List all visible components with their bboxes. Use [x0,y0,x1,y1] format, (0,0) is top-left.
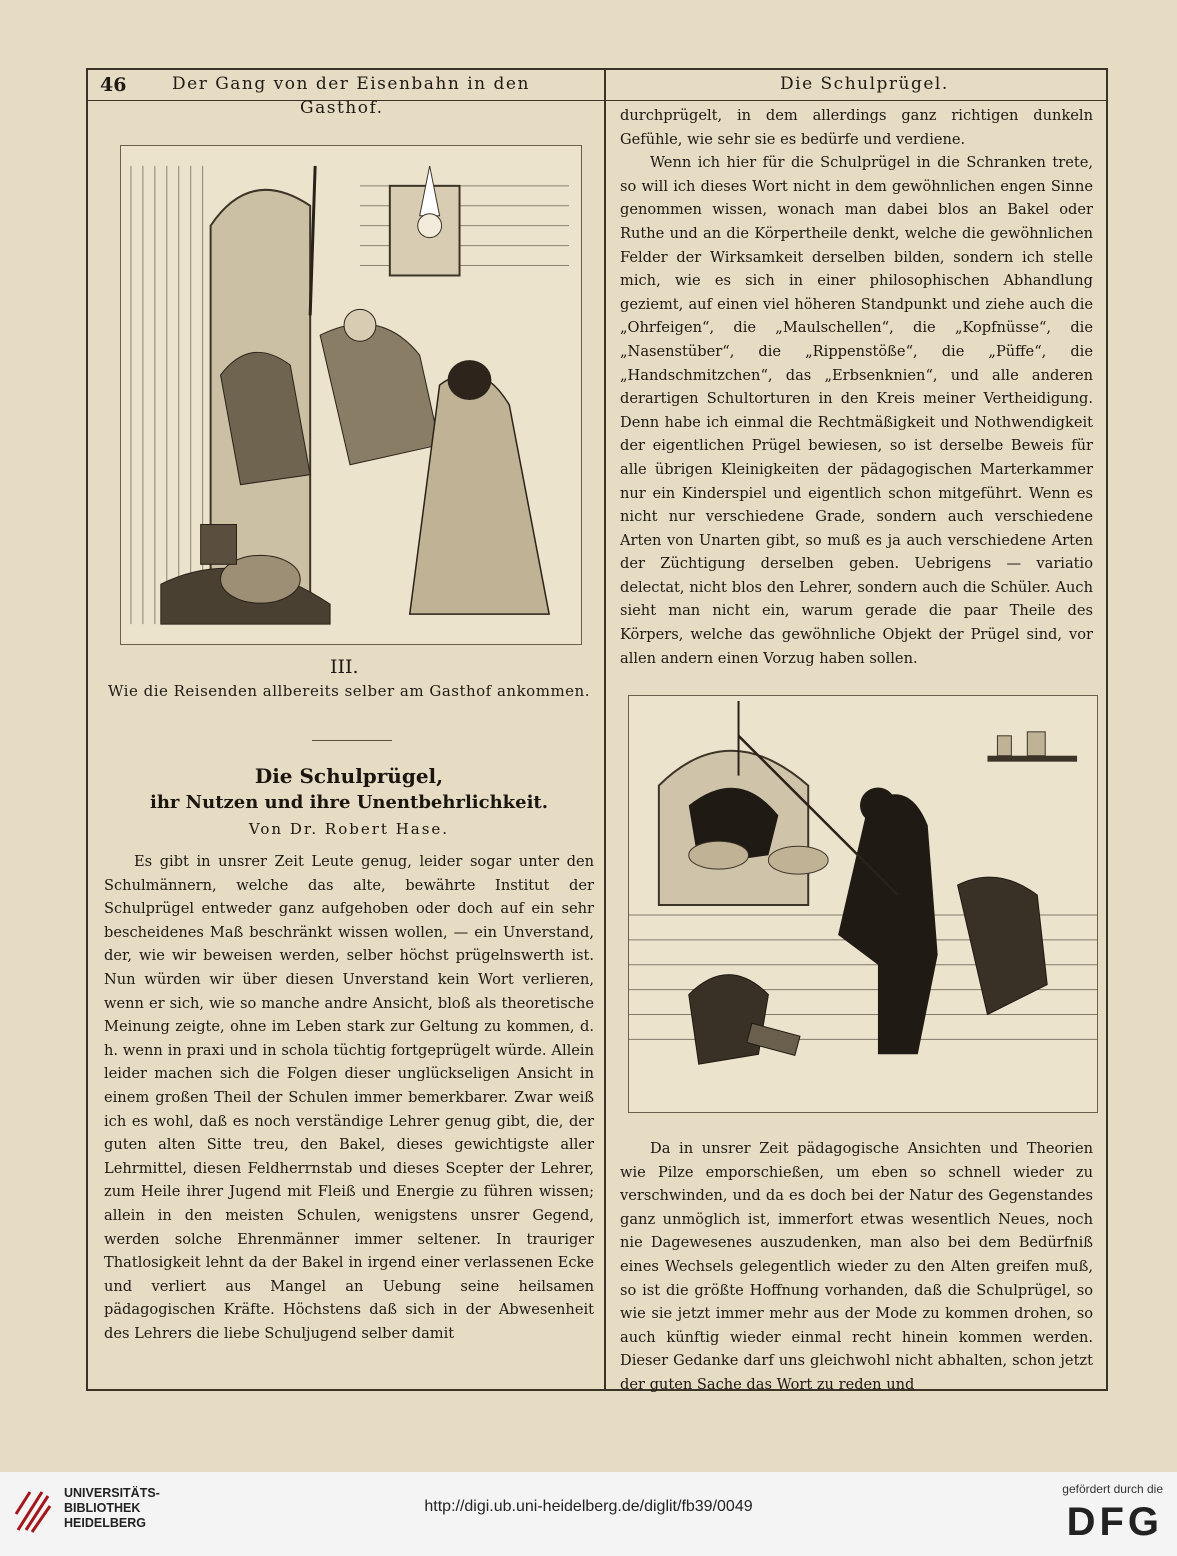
running-head-left-continued: Gasthof. [300,98,384,118]
column-divider [604,70,606,1390]
dfg-logo: DFG [1066,1500,1163,1544]
running-head-left: Der Gang von der Eisenbahn in den [172,74,530,94]
digitization-footer [0,1472,1177,1556]
running-head-right: Die Schulprügel. [780,74,949,94]
source-url-link[interactable]: http://digi.ub.uni-heidelberg.de/diglit/fb39/0049 [424,1498,753,1515]
illustration-schoolroom-beating [628,695,1098,1113]
engraving-2 [629,696,1097,1112]
article-subtitle: ihr Nutzen und ihre Unentbehrlichkeit. [149,792,549,813]
article-title: Die Schulprügel, [254,764,444,788]
article-byline: Von Dr. Robert Hase. [248,820,450,838]
engraving-1 [121,146,581,644]
right-column-text-bottom [620,1137,1093,1397]
right-column-text-top [620,104,1093,670]
paragraph: durchprügelt, in dem allerdings ganz richtigen dunkeln Gefühle, wie sehr sie es bedürfe und verdiene. [620,107,1093,148]
section-rule [312,740,392,741]
illustration-number: III. [330,656,359,678]
left-column-text [104,850,594,1345]
illustration-caption: Wie die Reisenden allbereits selber am Gasthof ankommen. [108,682,590,700]
funding-label: gefördert durch die [1062,1482,1163,1496]
paragraph: Es gibt in unsrer Zeit Leute genug, leider sogar unter den Schulmännern, welche das alte, bewährte Institut der Schulprügel entweder ganz aufgehoben oder doch auf ein sehr bescheidenes Maß beschränkt wissen wollen, — ein Unverstand, der, wie wir beweisen werden, selber höchst prügelnswerth ist. Nun würden wir über diesen Unverstand kein Wort verlieren, wenn er sich, wie so manche andre Ansicht, bloß als theoretische Meinung zeigte, ohne im Leben stark zur Geltung zu kommen, d. h. wenn in praxi und in schola tüchtig fortgeprügelt würde. Allein leider machen sich die Folgen dieser unglückseligen Ansicht in einem großen Theil der Schulen immer bemerkbarer. Zwar weiß ich es wohl, daß es noch verständige Lehrer genug gibt, die, der guten alten Sitte treu, den Bakel, dieses gewichtigste aller Lehrmittel, diesen Feldherrnstab und dieses Scepter der Lehrer, zum Heile ihrer Jugend mit Fleiß und Energie zu führen wissen; allein in den meisten Schulen, wenigstens unsrer Gegend, werden solche Ehrenmänner immer seltener. In trauriger Thatlosigkeit lehnt da der Bakel in irgend einer verlassenen Ecke und verliert aus Mangel an Uebung seine heilsamen pädagogischen Kräfte. Höchstens daß sich in der Abwesenheit des Lehrers die liebe Schuljugend selber damit [104,853,594,1342]
page-number: 46 [100,74,127,96]
paragraph: Da in unsrer Zeit pädagogische Ansichten und Theorien wie Pilze emporschießen, um eben so schnell wieder zu verschwinden, und da es doch bei der Natur des Gegenstandes ganz unmöglich ist, immerfort etwas wesentlich Neues, noch nie Dagewesenes auszudenken, man also bei dem Bedürfniß eines Wechsels gelegentlich wieder zu den Alten greifen muß, so ist die größte Hoffnung vorhanden, daß die Schulprügel, so wie sie jetzt immer mehr aus der Mode zu kommen drohen, so auch künftig wieder einmal recht hinein kommen werden. Dieser Gedanke darf uns gleichwohl nicht abhalten, schon jetzt der guten Sache das Wort zu reden und [620,1140,1093,1393]
illustration-travellers-arriving [120,145,582,645]
paragraph: Wenn ich hier für die Schulprügel in die Schranken trete, so will ich dieses Wort nicht in dem gewöhnlichen engen Sinne genommen wissen, wonach man dabei blos an Bakel oder Ruthe und an die Körpertheile denkt, welche die gewöhnlichen Felder der Wirksamkeit derselben bilden, sondern ich stelle mich, wie es sich in einer philosophischen Abhandlung geziemt, auf einen viel höheren Standpunkt und ziehe auch die „Ohrfeigen“, die „Maulschellen“, die „Kopfnüsse“, die „Nasenstüber“, die „Rippenstöße“, die „Püffe“, die „Handschmitzchen“, das „Erbsenknien“, und alle anderen derartigen Schultorturen in den Kreis meiner Vertheidigung. Denn habe ich einmal die Rechtmäßigkeit und Nothwendigkeit der eigentlichen Prügel bewiesen, so ist derselbe Beweis für alle übrigen Kleinigkeiten der pädagogischen Marterkammer nur ein Kinderspiel und eigentlich schon mitgeführt. Wenn es nicht nur verschiedene Grade, sondern auch verschiedene Arten von Unarten gibt, so muß es ja auch verschiedene Arten der Züchtigung derselben geben. Uebrigens — variatio delectat, nicht blos den Lehrer, sondern auch die Schüler. Auch sieht man nicht ein, warum gerade die paar Theile des Körpers, welche das gewöhnliche Objekt der Prügel sind, vor allen andern einen Vorzug haben sollen. [620,154,1093,667]
library-name: UNIVERSITÄTS- BIBLIOTHEK HEIDELBERG [64,1486,160,1530]
header-rule [86,100,1108,101]
